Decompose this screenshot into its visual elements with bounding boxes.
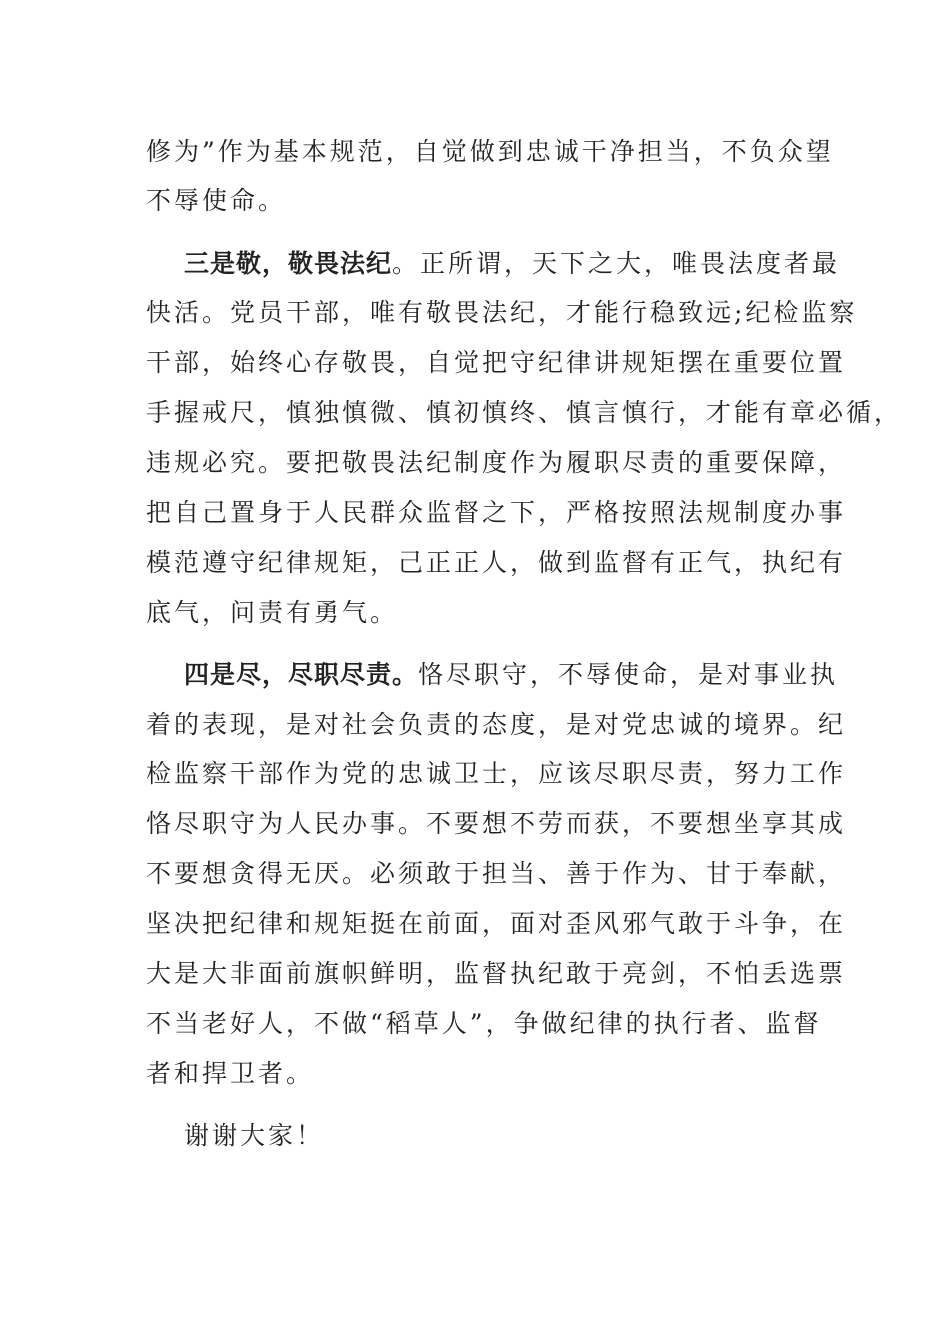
text-line: 快活。党员干部，唯有敬畏法纪，才能行稳致远;纪检监察 [146,298,858,327]
text-line: 不当老好人，不做“稻草人”，争做纪律的执行者、监督 [146,1009,822,1038]
text-line: 不辱使命。 [146,186,287,215]
closing-line: 谢谢大家！ [184,1121,325,1150]
text-line: 干部，始终心存敬畏，自觉把守纪律讲规矩摆在重要位置 [146,348,847,377]
text-line: 坚决把纪律和规矩挺在前面，面对歪风邪气敢于斗争，在 [146,909,847,938]
paragraph-3-first-line-text: 。正所谓，天下之大，唯畏法度者最 [392,249,841,278]
text-line: 检监察干部作为党的忠诚卫士，应该尽职尽责，努力工作 [146,759,847,788]
text-line: 违规必究。要把敬畏法纪制度作为履职尽责的重要保障， [146,448,847,477]
paragraph-3-heading: 三是敬，敬畏法纪 [184,249,393,278]
text-line: 底气，问责有勇气。 [146,598,399,627]
text-line: 修为”作为基本规范，自觉做到忠诚干净担当，不负众望 [146,137,834,166]
text-line: 手握戒尺，慎独慎微、慎初慎终、慎言慎行，才能有章必循， [146,398,903,427]
paragraph-3-first-line [184,247,841,281]
text-line: 不要想贪得无厌。必须敢于担当、善于作为、甘于奉献， [146,859,847,888]
paragraph-4-first-line [184,658,839,692]
text-line: 恪尽职守为人民办事。不要想不劳而获，不要想坐享其成 [146,809,847,838]
text-line: 着的表现，是对社会负责的态度，是对党忠诚的境界。纪 [146,710,847,739]
paragraph-4-heading: 四是尽，尽职尽责。 [184,660,419,689]
text-line: 大是大非面前旗帜鲜明，监督执纪敢于亮剑，不怕丢选票 [146,959,847,988]
text-line: 模范遵守纪律规矩，己正正人，做到监督有正气，执纪有 [146,548,847,577]
paragraph-4-first-line-text: 恪尽职守，不辱使命，是对事业执 [418,660,839,689]
text-line: 者和捍卫者。 [146,1059,315,1088]
text-line: 把自己置身于人民群众监督之下，严格按照法规制度办事 [146,498,847,527]
